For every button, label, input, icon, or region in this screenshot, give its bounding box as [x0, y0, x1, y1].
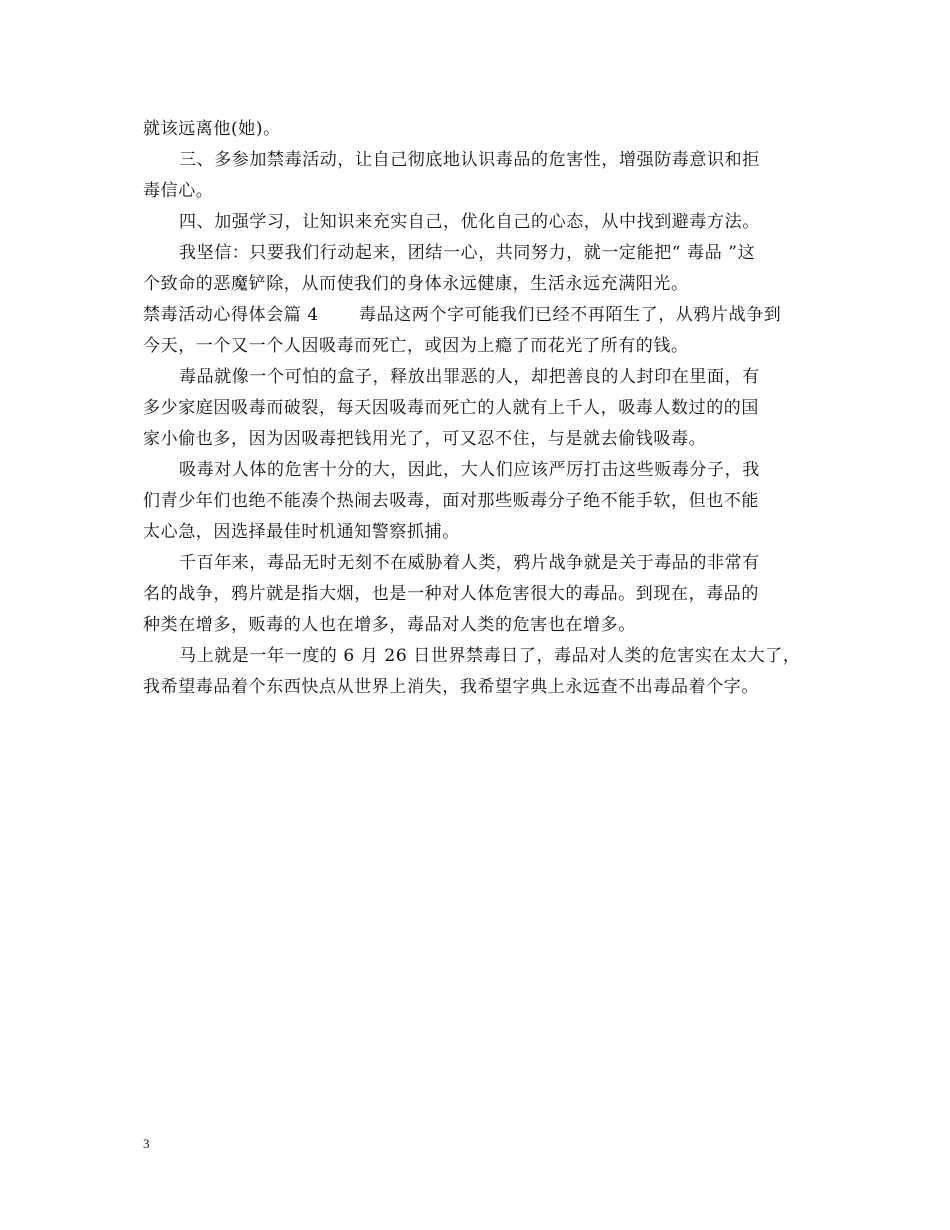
section-heading-first-line: 毒品这两个字可能我们已经不再陌生了，从鸦片战争到	[359, 305, 782, 325]
text-line-3: 毒信心。	[143, 181, 214, 201]
text-line-8: 毒品就像一个可怕的盒子，释放出罪恶的人，却把善良的人封印在里面，有	[179, 367, 760, 387]
text-line-9: 多少家庭因吸毒而破裂，每天因吸毒而死亡的人就有上千人，吸毒人数过的的国	[143, 398, 759, 418]
text-line-10: 家小偷也多，因为因吸毒把钱用光了，可又忍不住，与是就去偷钱吸毒。	[143, 429, 707, 449]
section-heading-line	[143, 300, 813, 331]
text-line-13: 太心急，因选择最佳时机通知警察抓捕。	[143, 522, 460, 542]
text-line-17: 马上就是一年一度的 6 月 26 日世界禁毒日了，毒品对人类的危害实在太大了，	[179, 646, 801, 666]
text-line-12: 们青少年们也绝不能凑个热闹去吸毒，面对那些贩毒分子绝不能手软，但也不能	[143, 491, 759, 511]
text-line-6: 个致命的恶魔铲除，从而使我们的身体永远健康，生活永远充满阳光。	[143, 274, 689, 294]
section-heading-title: 禁毒活动心得体会篇 4	[143, 305, 319, 325]
text-line-15: 名的战争，鸦片就是指大烟，也是一种对人体危害很大的毒品。到现在，毒品的	[143, 584, 759, 604]
text-line-14: 千百年来，毒品无时无刻不在威胁着人类，鸦片战争就是关于毒品的非常有	[179, 553, 760, 573]
text-line-4: 四、加强学习，让知识来充实自己，优化自己的心态，从中找到避毒方法。	[179, 212, 760, 232]
text-line-7: 今天，一个又一个人因吸毒而死亡，或因为上瘾了而花光了所有的钱。	[143, 336, 689, 356]
page-number: 3	[143, 1136, 150, 1151]
text-line-5: 我坚信：只要我们行动起来，团结一心，共同努力，就一定能把“ 毒品 ”这	[179, 243, 756, 263]
document-body	[143, 114, 813, 703]
text-line-1: 就该远离他(她)。	[143, 119, 281, 139]
text-line-18: 我希望毒品着个东西快点从世界上消失，我希望字典上永远查不出毒品着个字。	[143, 677, 759, 697]
text-line-2: 三、多参加禁毒活动，让自己彻底地认识毒品的危害性，增强防毒意识和拒	[179, 150, 760, 170]
text-line-16: 种类在增多，贩毒的人也在增多，毒品对人类的危害也在增多。	[143, 615, 636, 635]
text-line-11: 吸毒对人体的危害十分的大，因此，大人们应该严厉打击这些贩毒分子，我	[179, 460, 760, 480]
